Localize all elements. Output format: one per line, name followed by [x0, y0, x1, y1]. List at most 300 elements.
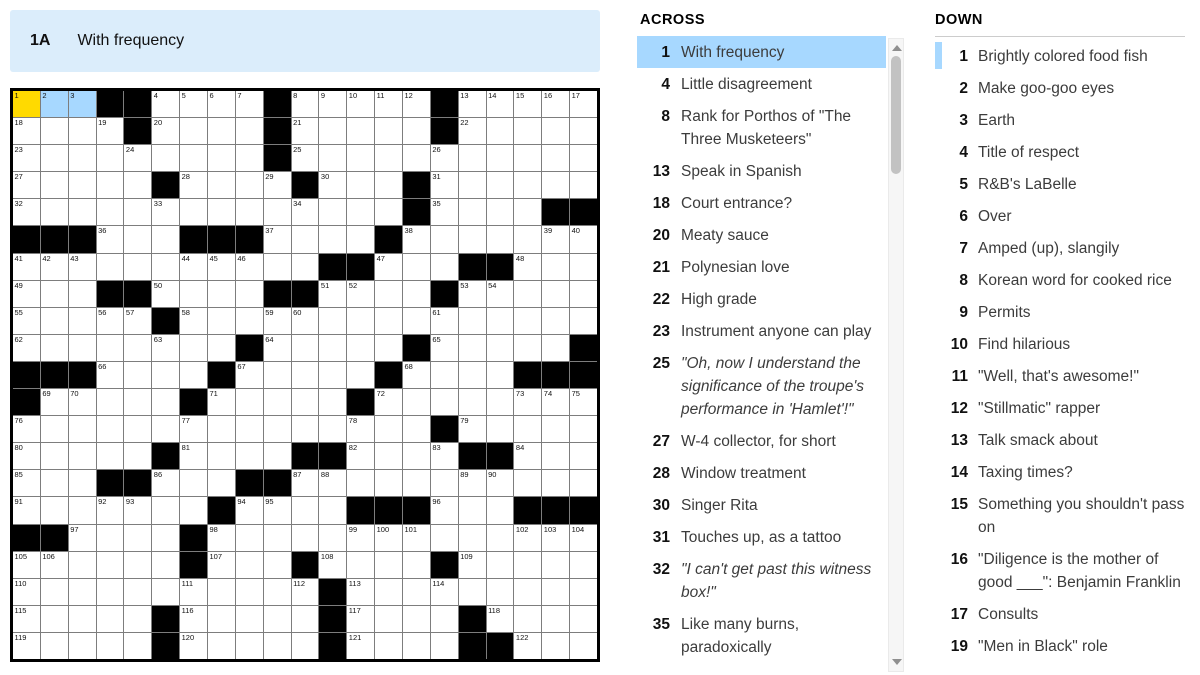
grid-cell[interactable]	[97, 226, 124, 252]
grid-cell[interactable]	[319, 145, 346, 171]
grid-cell[interactable]	[292, 362, 319, 388]
grid-cell[interactable]	[542, 281, 569, 307]
grid-cell[interactable]	[152, 281, 179, 307]
grid-cell[interactable]	[375, 91, 402, 117]
grid-cell[interactable]	[292, 470, 319, 496]
grid-cell[interactable]	[319, 281, 346, 307]
grid-cell[interactable]	[487, 335, 514, 361]
grid-cell[interactable]	[487, 118, 514, 144]
grid-cell[interactable]	[236, 199, 263, 225]
grid-cell[interactable]	[403, 226, 430, 252]
grid-cell[interactable]	[542, 579, 569, 605]
grid-cell[interactable]	[375, 552, 402, 578]
grid-cell[interactable]	[403, 362, 430, 388]
grid-cell[interactable]	[487, 389, 514, 415]
grid-cell[interactable]	[97, 633, 124, 659]
grid-cell[interactable]	[431, 226, 458, 252]
grid-cell[interactable]	[264, 633, 291, 659]
grid-cell[interactable]	[13, 443, 40, 469]
grid-cell[interactable]	[570, 470, 597, 496]
grid-cell[interactable]	[292, 91, 319, 117]
grid-cell[interactable]	[208, 416, 235, 442]
grid-cell[interactable]	[459, 389, 486, 415]
grid-cell[interactable]	[375, 389, 402, 415]
grid-cell[interactable]	[13, 91, 40, 117]
grid-cell[interactable]	[514, 118, 541, 144]
grid-cell[interactable]	[152, 199, 179, 225]
across-clue-8[interactable]	[637, 100, 886, 155]
grid-cell[interactable]	[69, 335, 96, 361]
grid-cell[interactable]	[403, 443, 430, 469]
grid-cell[interactable]	[487, 199, 514, 225]
grid-cell[interactable]	[570, 172, 597, 198]
grid-cell[interactable]	[97, 308, 124, 334]
grid-cell[interactable]	[292, 525, 319, 551]
grid-cell[interactable]	[124, 389, 151, 415]
grid-cell[interactable]	[570, 91, 597, 117]
grid-cell[interactable]	[375, 199, 402, 225]
grid-cell[interactable]	[570, 525, 597, 551]
grid-cell[interactable]	[292, 416, 319, 442]
grid-cell[interactable]	[431, 308, 458, 334]
grid-cell[interactable]	[375, 281, 402, 307]
grid-cell[interactable]	[487, 226, 514, 252]
grid-cell[interactable]	[152, 470, 179, 496]
grid-cell[interactable]	[375, 308, 402, 334]
grid-cell[interactable]	[13, 416, 40, 442]
across-clue-4[interactable]	[637, 68, 886, 100]
grid-cell[interactable]	[459, 118, 486, 144]
grid-cell[interactable]	[69, 497, 96, 523]
grid-cell[interactable]	[319, 226, 346, 252]
grid-cell[interactable]	[347, 552, 374, 578]
grid-cell[interactable]	[570, 226, 597, 252]
grid-cell[interactable]	[431, 389, 458, 415]
grid-cell[interactable]	[542, 633, 569, 659]
grid-cell[interactable]	[375, 443, 402, 469]
grid-cell[interactable]	[97, 579, 124, 605]
grid-cell[interactable]	[542, 525, 569, 551]
grid-cell[interactable]	[487, 497, 514, 523]
grid-cell[interactable]	[347, 579, 374, 605]
grid-cell[interactable]	[403, 606, 430, 632]
grid-cell[interactable]	[208, 254, 235, 280]
grid-cell[interactable]	[514, 91, 541, 117]
down-clue-7[interactable]	[935, 232, 1185, 264]
grid-cell[interactable]	[514, 416, 541, 442]
grid-cell[interactable]	[236, 281, 263, 307]
grid-cell[interactable]	[542, 443, 569, 469]
grid-cell[interactable]	[403, 389, 430, 415]
grid-cell[interactable]	[514, 389, 541, 415]
grid-cell[interactable]	[180, 118, 207, 144]
across-clue-32[interactable]	[637, 553, 886, 608]
grid-cell[interactable]	[13, 172, 40, 198]
grid-cell[interactable]	[13, 552, 40, 578]
grid-cell[interactable]	[236, 416, 263, 442]
grid-cell[interactable]	[375, 633, 402, 659]
grid-cell[interactable]	[180, 443, 207, 469]
scroll-down-icon[interactable]	[892, 659, 902, 665]
grid-cell[interactable]	[403, 254, 430, 280]
grid-cell[interactable]	[542, 335, 569, 361]
grid-cell[interactable]	[236, 497, 263, 523]
grid-cell[interactable]	[292, 389, 319, 415]
grid-cell[interactable]	[124, 226, 151, 252]
down-clue-6[interactable]	[935, 200, 1185, 232]
grid-cell[interactable]	[347, 308, 374, 334]
grid-cell[interactable]	[236, 145, 263, 171]
grid-cell[interactable]	[431, 172, 458, 198]
grid-cell[interactable]	[514, 470, 541, 496]
grid-cell[interactable]	[487, 579, 514, 605]
grid-cell[interactable]	[514, 606, 541, 632]
grid-cell[interactable]	[152, 552, 179, 578]
grid-cell[interactable]	[459, 470, 486, 496]
down-clue-1[interactable]	[935, 40, 1185, 72]
grid-cell[interactable]	[13, 118, 40, 144]
grid-cell[interactable]	[208, 606, 235, 632]
grid-cell[interactable]	[514, 226, 541, 252]
grid-cell[interactable]	[264, 389, 291, 415]
down-clue-14[interactable]	[935, 456, 1185, 488]
grid-cell[interactable]	[347, 443, 374, 469]
grid-cell[interactable]	[570, 118, 597, 144]
grid-cell[interactable]	[514, 145, 541, 171]
grid-cell[interactable]	[13, 199, 40, 225]
grid-cell[interactable]	[542, 145, 569, 171]
grid-cell[interactable]	[236, 362, 263, 388]
grid-cell[interactable]	[236, 118, 263, 144]
grid-cell[interactable]	[124, 335, 151, 361]
grid-cell[interactable]	[13, 254, 40, 280]
grid-cell[interactable]	[41, 118, 68, 144]
grid-cell[interactable]	[264, 199, 291, 225]
grid-cell[interactable]	[69, 552, 96, 578]
grid-cell[interactable]	[41, 497, 68, 523]
grid-cell[interactable]	[208, 633, 235, 659]
grid-cell[interactable]	[514, 281, 541, 307]
grid-cell[interactable]	[292, 335, 319, 361]
grid-cell[interactable]	[459, 335, 486, 361]
grid-cell[interactable]	[152, 145, 179, 171]
grid-cell[interactable]	[13, 335, 40, 361]
grid-cell[interactable]	[180, 416, 207, 442]
down-clue-16[interactable]	[935, 543, 1185, 598]
grid-cell[interactable]	[403, 470, 430, 496]
grid-cell[interactable]	[542, 91, 569, 117]
grid-cell[interactable]	[69, 525, 96, 551]
grid-cell[interactable]	[124, 443, 151, 469]
grid-cell[interactable]	[124, 416, 151, 442]
grid-cell[interactable]	[180, 199, 207, 225]
grid-cell[interactable]	[152, 497, 179, 523]
grid-cell[interactable]	[41, 308, 68, 334]
grid-cell[interactable]	[69, 145, 96, 171]
grid-cell[interactable]	[69, 633, 96, 659]
grid-cell[interactable]	[124, 579, 151, 605]
grid-cell[interactable]	[292, 145, 319, 171]
grid-cell[interactable]	[514, 254, 541, 280]
grid-cell[interactable]	[347, 633, 374, 659]
grid-cell[interactable]	[97, 552, 124, 578]
grid-cell[interactable]	[236, 172, 263, 198]
grid-cell[interactable]	[542, 606, 569, 632]
grid-cell[interactable]	[292, 118, 319, 144]
grid-cell[interactable]	[292, 579, 319, 605]
grid-cell[interactable]	[542, 172, 569, 198]
grid-cell[interactable]	[431, 470, 458, 496]
grid-cell[interactable]	[208, 118, 235, 144]
grid-cell[interactable]	[180, 172, 207, 198]
grid-cell[interactable]	[41, 335, 68, 361]
grid-cell[interactable]	[152, 362, 179, 388]
grid-cell[interactable]	[570, 308, 597, 334]
grid-cell[interactable]	[487, 552, 514, 578]
grid-cell[interactable]	[180, 91, 207, 117]
grid-cell[interactable]	[236, 525, 263, 551]
grid-cell[interactable]	[208, 579, 235, 605]
grid-cell[interactable]	[236, 606, 263, 632]
grid-cell[interactable]	[152, 579, 179, 605]
grid-cell[interactable]	[375, 606, 402, 632]
grid-cell[interactable]	[570, 389, 597, 415]
down-clue-3[interactable]	[935, 104, 1185, 136]
grid-cell[interactable]	[459, 226, 486, 252]
grid-cell[interactable]	[403, 91, 430, 117]
grid-cell[interactable]	[542, 416, 569, 442]
grid-cell[interactable]	[487, 606, 514, 632]
scrollbar-thumb[interactable]	[891, 56, 901, 174]
grid-cell[interactable]	[347, 606, 374, 632]
grid-cell[interactable]	[264, 172, 291, 198]
grid-cell[interactable]	[236, 579, 263, 605]
grid-cell[interactable]	[431, 145, 458, 171]
grid-cell[interactable]	[236, 389, 263, 415]
grid-cell[interactable]	[208, 335, 235, 361]
grid-cell[interactable]	[292, 497, 319, 523]
grid-cell[interactable]	[403, 579, 430, 605]
grid-cell[interactable]	[69, 579, 96, 605]
across-clue-25[interactable]	[637, 347, 886, 425]
grid-cell[interactable]	[41, 281, 68, 307]
grid-cell[interactable]	[41, 470, 68, 496]
grid-cell[interactable]	[264, 552, 291, 578]
across-clue-18[interactable]	[637, 187, 886, 219]
grid-cell[interactable]	[264, 579, 291, 605]
grid-cell[interactable]	[152, 118, 179, 144]
grid-cell[interactable]	[347, 470, 374, 496]
grid-cell[interactable]	[124, 525, 151, 551]
grid-cell[interactable]	[347, 362, 374, 388]
grid-cell[interactable]	[124, 633, 151, 659]
grid-cell[interactable]	[208, 443, 235, 469]
down-clue-9[interactable]	[935, 296, 1185, 328]
grid-cell[interactable]	[459, 362, 486, 388]
grid-cell[interactable]	[41, 443, 68, 469]
grid-cell[interactable]	[97, 362, 124, 388]
grid-cell[interactable]	[208, 525, 235, 551]
grid-cell[interactable]	[208, 281, 235, 307]
grid-cell[interactable]	[319, 497, 346, 523]
grid-cell[interactable]	[319, 118, 346, 144]
down-clue-8[interactable]	[935, 264, 1185, 296]
grid-cell[interactable]	[347, 226, 374, 252]
grid-cell[interactable]	[403, 552, 430, 578]
grid-cell[interactable]	[124, 606, 151, 632]
grid-cell[interactable]	[487, 416, 514, 442]
grid-cell[interactable]	[97, 497, 124, 523]
grid-cell[interactable]	[514, 172, 541, 198]
down-clue-15[interactable]	[935, 488, 1185, 543]
grid-cell[interactable]	[375, 525, 402, 551]
grid-cell[interactable]	[542, 118, 569, 144]
grid-cell[interactable]	[459, 172, 486, 198]
grid-cell[interactable]	[347, 525, 374, 551]
grid-cell[interactable]	[459, 91, 486, 117]
grid-cell[interactable]	[97, 606, 124, 632]
grid-cell[interactable]	[514, 443, 541, 469]
grid-cell[interactable]	[97, 335, 124, 361]
scroll-up-icon[interactable]	[892, 45, 902, 51]
grid-cell[interactable]	[375, 118, 402, 144]
grid-cell[interactable]	[403, 281, 430, 307]
grid-cell[interactable]	[69, 254, 96, 280]
grid-cell[interactable]	[319, 335, 346, 361]
grid-cell[interactable]	[487, 308, 514, 334]
down-clue-17[interactable]	[935, 598, 1185, 630]
grid-cell[interactable]	[570, 281, 597, 307]
grid-cell[interactable]	[41, 199, 68, 225]
grid-cell[interactable]	[124, 145, 151, 171]
across-clue-23[interactable]	[637, 315, 886, 347]
grid-cell[interactable]	[208, 199, 235, 225]
grid-cell[interactable]	[208, 470, 235, 496]
grid-cell[interactable]	[570, 416, 597, 442]
grid-cell[interactable]	[514, 633, 541, 659]
grid-cell[interactable]	[236, 308, 263, 334]
grid-cell[interactable]	[13, 470, 40, 496]
grid-cell[interactable]	[570, 145, 597, 171]
grid-cell[interactable]	[236, 552, 263, 578]
grid-cell[interactable]	[97, 443, 124, 469]
grid-cell[interactable]	[459, 308, 486, 334]
grid-cell[interactable]	[319, 552, 346, 578]
across-clue-30[interactable]	[637, 489, 886, 521]
across-clue-13[interactable]	[637, 155, 886, 187]
grid-cell[interactable]	[431, 443, 458, 469]
across-scrollbar[interactable]	[888, 38, 904, 672]
grid-cell[interactable]	[347, 199, 374, 225]
grid-cell[interactable]	[292, 199, 319, 225]
grid-cell[interactable]	[69, 172, 96, 198]
grid-cell[interactable]	[431, 199, 458, 225]
grid-cell[interactable]	[459, 281, 486, 307]
across-clue-27[interactable]	[637, 425, 886, 457]
grid-cell[interactable]	[180, 606, 207, 632]
grid-cell[interactable]	[319, 389, 346, 415]
grid-cell[interactable]	[264, 525, 291, 551]
grid-cell[interactable]	[13, 281, 40, 307]
grid-cell[interactable]	[319, 199, 346, 225]
grid-cell[interactable]	[431, 606, 458, 632]
grid-cell[interactable]	[41, 606, 68, 632]
grid-cell[interactable]	[180, 335, 207, 361]
grid-cell[interactable]	[431, 497, 458, 523]
grid-cell[interactable]	[180, 633, 207, 659]
grid-cell[interactable]	[514, 579, 541, 605]
grid-cell[interactable]	[236, 443, 263, 469]
down-clue-10[interactable]	[935, 328, 1185, 360]
grid-cell[interactable]	[542, 254, 569, 280]
grid-cell[interactable]	[487, 470, 514, 496]
grid-cell[interactable]	[514, 199, 541, 225]
grid-cell[interactable]	[264, 497, 291, 523]
grid-cell[interactable]	[487, 145, 514, 171]
grid-cell[interactable]	[180, 254, 207, 280]
grid-cell[interactable]	[97, 525, 124, 551]
across-clue-21[interactable]	[637, 251, 886, 283]
grid-cell[interactable]	[124, 199, 151, 225]
grid-cell[interactable]	[13, 145, 40, 171]
grid-cell[interactable]	[319, 91, 346, 117]
grid-cell[interactable]	[208, 308, 235, 334]
grid-cell[interactable]	[292, 254, 319, 280]
grid-cell[interactable]	[459, 579, 486, 605]
grid-cell[interactable]	[124, 362, 151, 388]
grid-cell[interactable]	[97, 172, 124, 198]
grid-cell[interactable]	[347, 118, 374, 144]
across-clue-1[interactable]	[637, 36, 886, 68]
grid-cell[interactable]	[69, 118, 96, 144]
grid-cell[interactable]	[180, 579, 207, 605]
grid-cell[interactable]	[69, 606, 96, 632]
grid-cell[interactable]	[514, 525, 541, 551]
grid-cell[interactable]	[319, 416, 346, 442]
down-clue-5[interactable]	[935, 168, 1185, 200]
grid-cell[interactable]	[514, 552, 541, 578]
grid-cell[interactable]	[97, 199, 124, 225]
grid-cell[interactable]	[13, 579, 40, 605]
grid-cell[interactable]	[542, 226, 569, 252]
grid-cell[interactable]	[431, 362, 458, 388]
grid-cell[interactable]	[347, 281, 374, 307]
grid-cell[interactable]	[97, 416, 124, 442]
grid-cell[interactable]	[124, 172, 151, 198]
grid-cell[interactable]	[236, 633, 263, 659]
grid-cell[interactable]	[41, 579, 68, 605]
grid-cell[interactable]	[514, 308, 541, 334]
grid-cell[interactable]	[487, 281, 514, 307]
grid-cell[interactable]	[180, 308, 207, 334]
grid-cell[interactable]	[319, 470, 346, 496]
grid-cell[interactable]	[459, 525, 486, 551]
across-clue-28[interactable]	[637, 457, 886, 489]
grid-cell[interactable]	[69, 443, 96, 469]
grid-cell[interactable]	[375, 470, 402, 496]
grid-cell[interactable]	[542, 308, 569, 334]
grid-cell[interactable]	[292, 606, 319, 632]
grid-cell[interactable]	[292, 308, 319, 334]
grid-cell[interactable]	[459, 199, 486, 225]
grid-cell[interactable]	[487, 91, 514, 117]
grid-cell[interactable]	[570, 633, 597, 659]
grid-cell[interactable]	[542, 552, 569, 578]
grid-cell[interactable]	[236, 254, 263, 280]
down-clue-13[interactable]	[935, 424, 1185, 456]
grid-cell[interactable]	[208, 91, 235, 117]
grid-cell[interactable]	[208, 389, 235, 415]
